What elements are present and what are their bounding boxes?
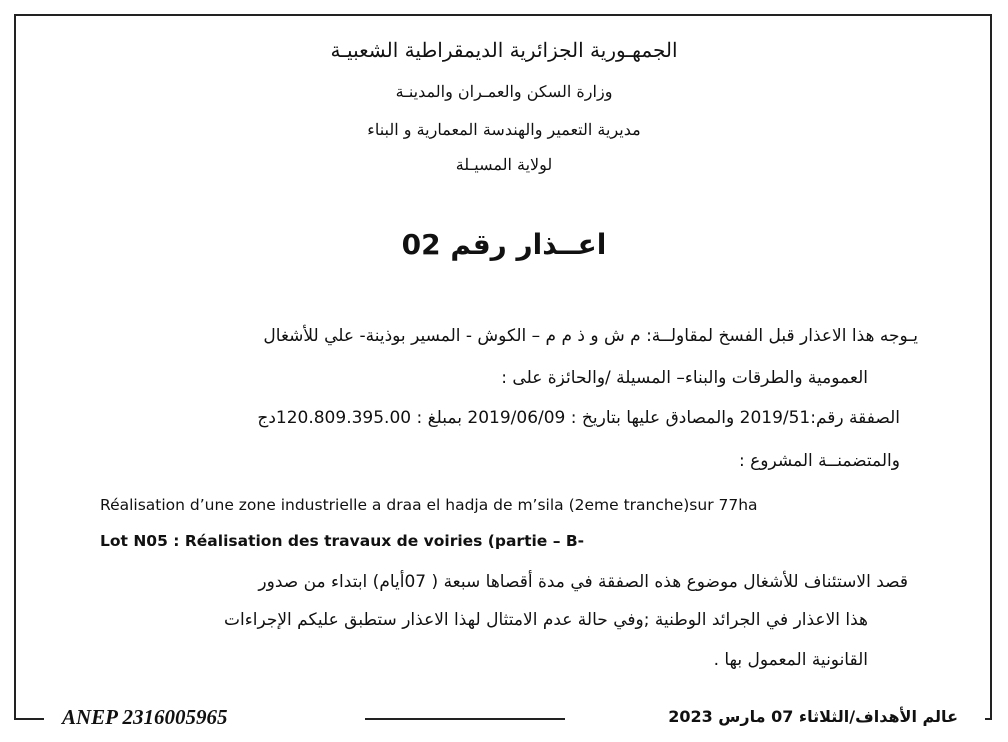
anep-reference: ANEP 2316005965: [62, 705, 228, 729]
directorate-name: مديرية التعمير والهندسة المعمارية و البناء: [367, 120, 641, 139]
publication-info: عالم الأهداف/الثلاثاء 07 مارس 2023: [668, 707, 958, 726]
wilaya-name: لولاية المسيـلة: [455, 155, 553, 174]
body-line-5: قصد الاستئناف للأشغال موضوع هذه الصفقة في مدة أقصاها سبعة ( 07أيام) ابتداء من صدور: [258, 572, 908, 592]
lot-title-fr: Lot N05 : Réalisation des travaux de voiries (partie – B-: [100, 532, 585, 550]
body-line-2: العمومية والطرقات والبناء– المسيلة /والحائزة على :: [501, 368, 868, 388]
contract-line: الصفقة رقم:2019/51 والمصادق عليها بتاريخ : 2019/06/09 بمبلغ : 120.809.395.00دج: [257, 408, 900, 428]
body-line-6: هذا الاعذار في الجرائد الوطنية ;وفي حالة عدم الامتثال لهذا الاعذار ستطبق عليكم الإجراءات: [224, 610, 868, 630]
frame-bottom-left-segment: [14, 718, 44, 720]
project-label: والمتضمنــة المشروع :: [738, 451, 900, 471]
republic-name: الجمهـورية الجزائرية الديمقراطية الشعبيـة: [330, 38, 678, 62]
frame-top-border: [14, 14, 992, 16]
frame-bottom-right-segment: [985, 718, 992, 720]
notice-title: اعــذار رقم 02: [401, 228, 607, 261]
body-line-1: يـوجه هذا الاعذار قبل الفسخ لمقاولــة: م ش و ذ م م – الكوش - المسير بوذينة- علي للأشغال: [263, 326, 918, 346]
frame-bottom-middle-segment: [365, 718, 565, 720]
ministry-name: وزارة السكن والعمـران والمدينـة: [395, 82, 613, 101]
body-line-7: القانونية المعمول بها .: [713, 650, 868, 670]
project-title-fr: Réalisation d’une zone industrielle a draa el hadja de m’sila (2eme tranche)sur 77ha: [100, 496, 758, 514]
